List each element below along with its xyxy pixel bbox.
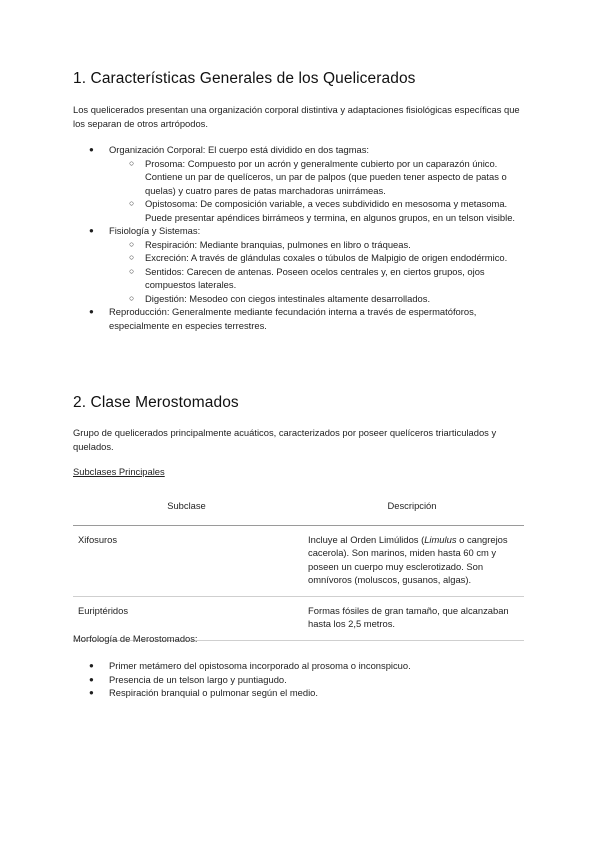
- morphology-list: [73, 659, 528, 700]
- table-header-descripcion: Descripción: [300, 488, 524, 525]
- table-header-subclase: Subclase: [73, 488, 300, 525]
- sub-list-item-text: Prosoma: Compuesto por un acrón y generalmente cubierto por un caparazón único. Contiene un par de quelíceros, un par de palpos (que pueden tener aspecto de patas o quelas) y cuatro pares de patas marchadoras unirrámeas.: [145, 157, 507, 196]
- bullet-dot-icon: ●: [89, 661, 94, 670]
- sub-list-item: [73, 197, 528, 224]
- bullet-dot-icon: ●: [89, 226, 94, 235]
- bullet-dot-icon: ●: [89, 674, 94, 684]
- desc-text: Incluye al Orden Limúlidos (: [308, 533, 425, 545]
- section-1-intro: Los quelicerados presentan una organización corporal distintiva y adaptaciones fisiológicas específicas que los separan de otros artrópodos.: [73, 104, 520, 129]
- sub-list-item-text: Respiración: Mediante branquias, pulmones en libro o tráqueas.: [145, 238, 411, 250]
- sub-list-item-text: Opistosoma: De composición variable, a veces subdividido en mesosoma y metasoma. Puede presentar apéndices birrámeos y termina, en algunos grupos, en un telson visible.: [145, 198, 516, 223]
- sub-list-item: [73, 251, 528, 265]
- bullet-dot-icon: ●: [89, 307, 94, 316]
- list-item: [73, 143, 528, 224]
- list-item-text: Primer metámero del opistosoma incorporado al prosoma o inconspicuo.: [109, 660, 411, 671]
- sub-list-item: [73, 238, 528, 252]
- bullet-circle-icon: ○: [129, 238, 135, 249]
- subclasses-table: [73, 488, 524, 641]
- sub-list-item: [73, 265, 528, 292]
- list-item-text: Fisiología y Sistemas:: [109, 225, 201, 236]
- sub-list-item-text: Sentidos: Carecen de antenas. Poseen ocelos centrales y, en ciertos grupos, ojos compuestos laterales.: [145, 265, 485, 290]
- table-cell-name: Xifosuros: [73, 525, 300, 596]
- list-item: [73, 305, 528, 332]
- table-row: [73, 525, 524, 596]
- bullet-dot-icon: ●: [89, 688, 94, 697]
- morphology-label: Morfología de Merostomados:: [73, 633, 198, 644]
- list-item-text: Reproducción: Generalmente mediante fecundación interna a través de espermatóforos, especialmente en especies terrestres.: [109, 306, 477, 331]
- bullet-circle-icon: ○: [129, 198, 135, 208]
- subclasses-label: Subclases Principales: [73, 466, 165, 477]
- list-item: [73, 224, 528, 305]
- table-cell-desc: [300, 525, 524, 596]
- desc-text: o cangrejos cacerola). Son marinos, miden hasta 60 cm y poseen un cuerpo muy esclerotizado. Son omnívoros (moluscos, gusanos, algas).: [308, 533, 508, 585]
- bullet-circle-icon: ○: [129, 157, 135, 168]
- desc-italic-text: Limulus: [424, 533, 457, 545]
- list-item: [73, 686, 528, 700]
- section-2-heading: 2. Clase Merostomados: [73, 394, 239, 411]
- bullet-circle-icon: ○: [129, 252, 135, 262]
- bullet-circle-icon: ○: [129, 265, 135, 276]
- bullet-dot-icon: ●: [89, 145, 94, 154]
- section-2-intro: Grupo de quelicerados principalmente acuáticos, caracterizados por poseer quelíceros triarticulados y quelados.: [73, 427, 497, 452]
- list-item-text: Organización Corporal: El cuerpo está dividido en dos tagmas:: [109, 144, 370, 155]
- sub-list-item: [73, 157, 528, 198]
- list-item: [73, 659, 528, 673]
- sub-list-item: [73, 292, 528, 306]
- sub-list-item-text: Digestión: Mesodeo con ciegos intestinales altamente desarrollados.: [145, 292, 431, 304]
- sub-list-item-text: Excreción: A través de glándulas coxales o túbulos de Malpigio de origen endodérmico.: [145, 252, 508, 263]
- bullet-circle-icon: ○: [129, 292, 135, 303]
- desc-text: Formas fósiles de gran tamaño, que alcanzaban hasta los 2,5 metros.: [308, 604, 509, 629]
- section-1-list: [73, 143, 528, 332]
- list-item-text: Respiración branquial o pulmonar según el medio.: [109, 687, 318, 698]
- list-item-text: Presencia de un telson largo y puntiagudo.: [109, 673, 287, 685]
- list-item: [73, 673, 528, 687]
- table-cell-name: Euriptéridos: [73, 596, 300, 640]
- subclasses-table-wrap: [73, 488, 528, 641]
- section-1-heading: 1. Características Generales de los Quelicerados: [73, 70, 416, 87]
